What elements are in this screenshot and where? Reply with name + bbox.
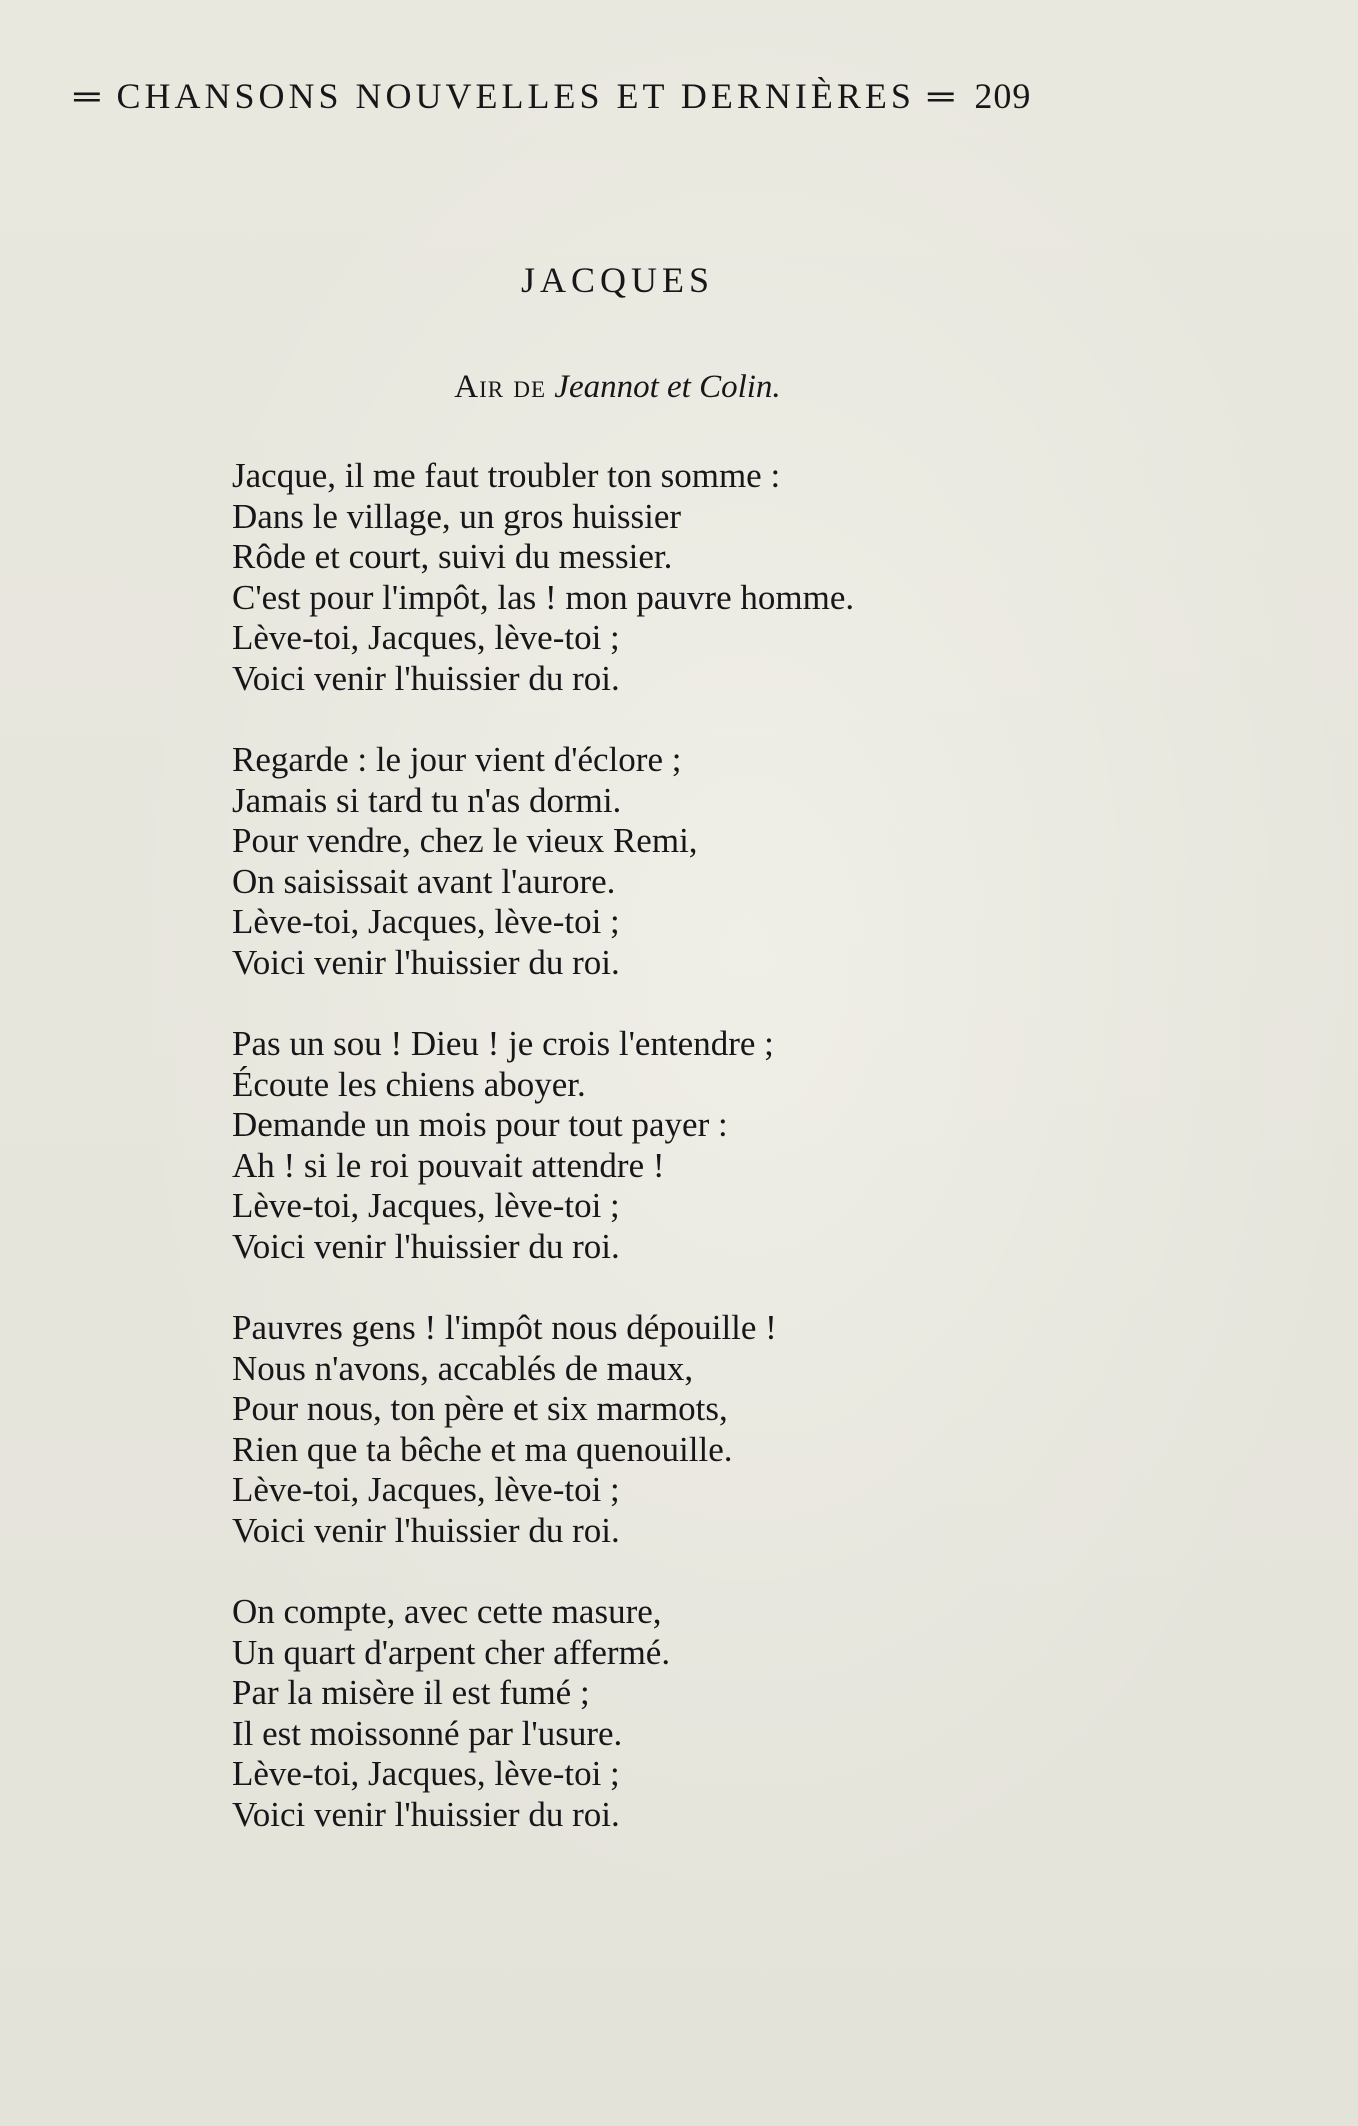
refrain-line: Voici venir l'huissier du roi. xyxy=(232,658,620,698)
stanza xyxy=(232,1024,1132,1267)
refrain-line: Voici venir l'huissier du roi. xyxy=(232,942,620,982)
verse-line: Un quart d'arpent cher affermé. xyxy=(232,1632,671,1672)
stanza xyxy=(232,1308,1132,1551)
running-header xyxy=(74,74,1174,118)
verse-line: Pas un sou ! Dieu ! je crois l'entendre ; xyxy=(232,1024,774,1063)
verse-line: Demande un mois pour tout payer : xyxy=(232,1105,728,1144)
verse-line: Il est moissonné par l'usure. xyxy=(232,1713,623,1753)
verse-line: Écoute les chiens aboyer. xyxy=(232,1064,586,1104)
refrain-line: Voici venir l'huissier du roi. xyxy=(232,1510,620,1550)
refrain-line: Voici venir l'huissier du roi. xyxy=(232,1226,620,1266)
song-title: JACQUES xyxy=(520,260,715,300)
page-number: 209 xyxy=(974,76,1032,116)
stanza xyxy=(232,740,1132,983)
verse-line: Jamais si tard tu n'as dormi. xyxy=(232,780,622,820)
poem-body xyxy=(232,456,1132,1876)
refrain-line: Lève-toi, Jacques, lève-toi ; xyxy=(232,1470,620,1509)
verse-line: Nous n'avons, accablés de maux, xyxy=(232,1348,694,1388)
air-prefix: Air de xyxy=(454,369,547,405)
air-indication xyxy=(0,366,1235,408)
verse-line: Ah ! si le roi pouvait attendre ! xyxy=(232,1145,665,1185)
verse-line: On saisissait avant l'aurore. xyxy=(232,861,616,901)
stanza xyxy=(232,456,1132,699)
verse-line: Par la misère il est fumé ; xyxy=(232,1673,590,1712)
verse-line: Rien que ta bêche et ma quenouille. xyxy=(232,1429,733,1469)
verse-line: Rôde et court, suivi du messier. xyxy=(232,537,673,576)
verse-line: Jacque, il me faut troubler ton somme : xyxy=(232,456,781,495)
refrain-line: Lève-toi, Jacques, lève-toi ; xyxy=(232,1754,620,1793)
verse-line: Pauvres gens ! l'impôt nous dépouille ! xyxy=(232,1308,777,1347)
refrain-line: Voici venir l'huissier du roi. xyxy=(232,1794,620,1834)
refrain-line: Lève-toi, Jacques, lève-toi ; xyxy=(232,902,620,941)
verse-line: C'est pour l'impôt, las ! mon pauvre homme. xyxy=(232,577,855,617)
running-title: ═ CHANSONS NOUVELLES ET DERNIÈRES ═ xyxy=(74,76,958,116)
verse-line: Pour vendre, chez le vieux Remi, xyxy=(232,821,698,860)
refrain-line: Lève-toi, Jacques, lève-toi ; xyxy=(232,618,620,657)
refrain-line: Lève-toi, Jacques, lève-toi ; xyxy=(232,1186,620,1225)
stanza xyxy=(232,1592,1132,1835)
air-tune: Jeannot et Colin. xyxy=(554,369,781,405)
verse-line: Pour nous, ton père et six marmots, xyxy=(232,1389,728,1428)
verse-line: On compte, avec cette masure, xyxy=(232,1592,662,1631)
verse-line: Regarde : le jour vient d'éclore ; xyxy=(232,740,682,779)
verse-line: Dans le village, un gros huissier xyxy=(232,496,682,536)
